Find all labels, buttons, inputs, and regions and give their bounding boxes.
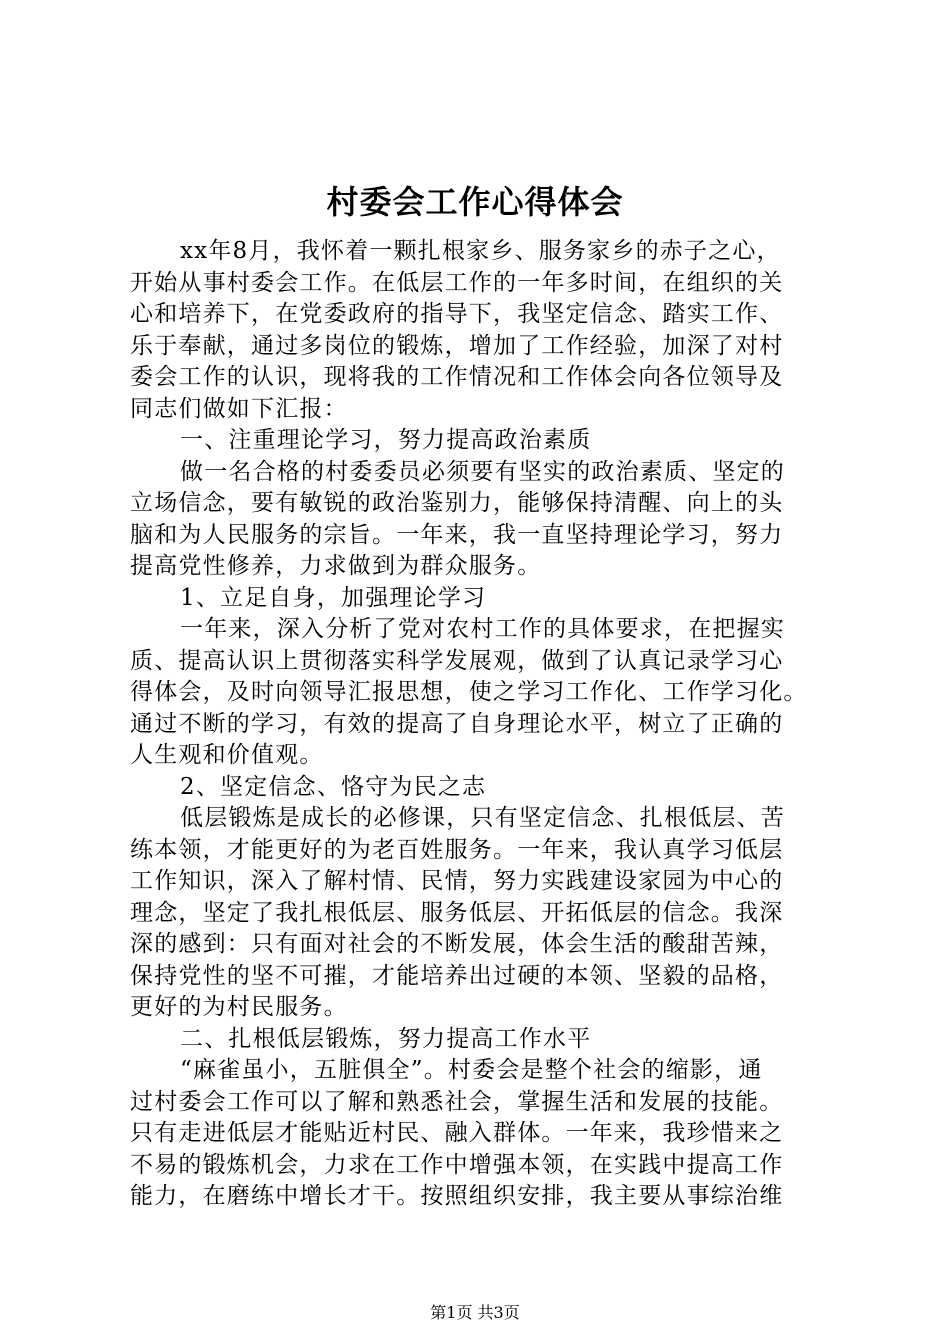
text-line: xx年8月，我怀着一颗扎根家乡、服务家乡的赤子之心， — [180, 238, 781, 264]
page-footer: 第1页 共3页 — [430, 1303, 520, 1322]
text-line: 理念，坚定了我扎根低层、服务低层、开拓低层的信念。我深 — [130, 899, 784, 926]
text-line: 2、坚定信念、恪守为民之志 — [180, 773, 487, 800]
text-line: 乐于奉献，通过多岗位的锻炼，增加了工作经验，加深了对村 — [130, 332, 784, 359]
text-line: 开始从事村委会工作。在低层工作的一年多时间，在组织的关 — [130, 269, 784, 296]
text-line: 二、扎根低层锻炼，努力提高工作水平 — [180, 1025, 592, 1052]
text-line: 人生观和价值观。 — [130, 742, 324, 768]
document-title: 村委会工作心得体会 — [326, 183, 624, 221]
text-line: 不易的锻炼机会，力求在工作中增强本领，在实践中提高工作 — [130, 1151, 784, 1178]
text-line: 提高党性修养，力求做到为群众服务。 — [130, 553, 542, 579]
text-line: 心和培养下，在党委政府的指导下，我坚定信念、踏实工作、 — [130, 301, 784, 327]
text-line: 一、注重理论学习，努力提高政治素质 — [180, 427, 592, 453]
text-line: 得体会，及时向领导汇报思想，使之学习工作化、工作学习化。 — [130, 679, 808, 705]
text-line: 一年来，深入分析了党对农村工作的具体要求，在把握实 — [180, 616, 785, 642]
text-line: 1、立足自身，加强理论学习 — [180, 584, 487, 611]
text-line: 脑和为人民服务的宗旨。一年来，我一直坚持理论学习，努力 — [130, 521, 784, 548]
text-line: 委会工作的认识，现将我的工作情况和工作体会向各位领导及 — [130, 364, 784, 390]
text-line: 过村委会工作可以了解和熟悉社会，掌握生活和发展的技能。 — [130, 1088, 784, 1115]
text-line: 练本领，才能更好的为老百姓服务。一年来，我认真学习低层 — [130, 836, 784, 863]
text-line: 质、提高认识上贯彻落实科学发展观，做到了认真记录学习心 — [130, 647, 784, 674]
text-line: 保持党性的坚不可摧，才能培养出过硬的本领、坚毅的品格， — [130, 962, 784, 989]
text-line: 做一名合格的村委委员必须要有坚实的政治素质、坚定的 — [180, 458, 785, 485]
text-line: “麻雀虽小，五脏俱全”。村委会是整个社会的缩影，通 — [180, 1057, 763, 1083]
text-line: 同志们做如下汇报： — [130, 395, 348, 422]
text-line: 低层锻炼是成长的必修课，只有坚定信念、扎根低层、苦 — [180, 805, 785, 831]
text-line: 工作知识，深入了解村情、民情，努力实践建设家园为中心的 — [130, 868, 784, 894]
text-line: 立场信念，要有敏锐的政治鉴别力，能够保持清醒、向上的头 — [130, 490, 784, 516]
text-line: 通过不断的学习，有效的提高了自身理论水平，树立了正确的 — [130, 710, 784, 737]
text-line: 能力，在磨练中增长才干。按照组织安排，我主要从事综治维 — [130, 1183, 784, 1209]
text-line: 深的感到：只有面对社会的不断发展，体会生活的酸甜苦辣， — [130, 931, 784, 957]
text-line: 只有走进低层才能贴近村民、融入群体。一年来，我珍惜来之 — [130, 1120, 784, 1146]
document-body — [130, 236, 845, 1213]
text-line: 更好的为村民服务。 — [130, 994, 348, 1020]
